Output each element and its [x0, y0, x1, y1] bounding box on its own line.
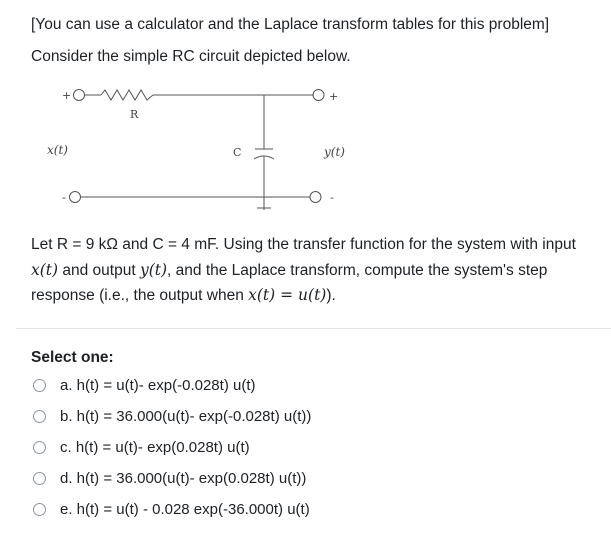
output-minus-sign: -	[330, 191, 334, 204]
input-signal-label: x(t)	[47, 143, 68, 157]
output-minus-terminal	[310, 192, 321, 203]
problem-text-4: ).	[326, 287, 336, 304]
radio-button-b[interactable]	[33, 410, 46, 423]
problem-text-1: Let R = 9 kΩ and C = 4 mF. Using the transfer function for the system with input	[31, 236, 576, 253]
output-signal-label: y(t)	[324, 145, 345, 159]
output-plus-terminal	[313, 90, 324, 101]
answer-option-d[interactable]	[33, 466, 306, 490]
input-plus-sign: +	[62, 89, 72, 102]
rc-circuit-diagram	[30, 82, 370, 222]
problem-text-2: and output	[58, 261, 140, 279]
answer-option-c[interactable]	[33, 435, 250, 459]
output-signal-math: y(t)	[139, 260, 168, 279]
resistor	[101, 90, 153, 100]
answer-option-d-label[interactable]: d. h(t) = 36.000(u(t)- exp(0.028t) u(t))	[60, 469, 307, 487]
answer-option-b[interactable]	[33, 404, 311, 428]
answer-option-c-label[interactable]: c. h(t) = u(t)- exp(0.028t) u(t)	[60, 438, 250, 456]
resistor-label: R	[130, 108, 139, 121]
answer-option-b-label[interactable]: b. h(t) = 36.000(u(t)- exp(-0.028t) u(t))	[60, 407, 312, 425]
radio-button-a[interactable]	[33, 379, 46, 392]
capacitor-label: C	[233, 146, 242, 159]
section-divider	[16, 328, 611, 329]
step-input-math: x(t) =	[248, 286, 299, 304]
radio-button-e[interactable]	[33, 503, 46, 516]
input-signal-math: x(t)	[31, 260, 59, 279]
radio-button-d[interactable]	[33, 472, 46, 485]
problem-text-3: , and the Laplace transform, compute the system's step response (i.e., the output when	[31, 261, 548, 304]
answer-option-e[interactable]	[33, 497, 310, 521]
input-plus-terminal	[74, 90, 85, 101]
input-minus-terminal	[70, 192, 81, 203]
select-one-label: Select one:	[31, 349, 114, 366]
answer-option-a[interactable]	[33, 373, 255, 397]
problem-statement	[31, 233, 601, 309]
question-intro: Consider the simple RC circuit depicted below.	[31, 48, 351, 65]
answer-option-e-label[interactable]: e. h(t) = u(t) - 0.028 exp(-36.000t) u(t)	[60, 500, 310, 518]
question-note: [You can use a calculator and the Laplace transform tables for this problem]	[31, 16, 550, 33]
unit-step-math: u(t)	[298, 286, 327, 304]
output-plus-sign: +	[329, 90, 339, 103]
answer-option-a-label[interactable]: a. h(t) = u(t)- exp(-0.028t) u(t)	[60, 376, 256, 394]
radio-button-c[interactable]	[33, 441, 46, 454]
input-minus-sign: -	[62, 191, 66, 204]
